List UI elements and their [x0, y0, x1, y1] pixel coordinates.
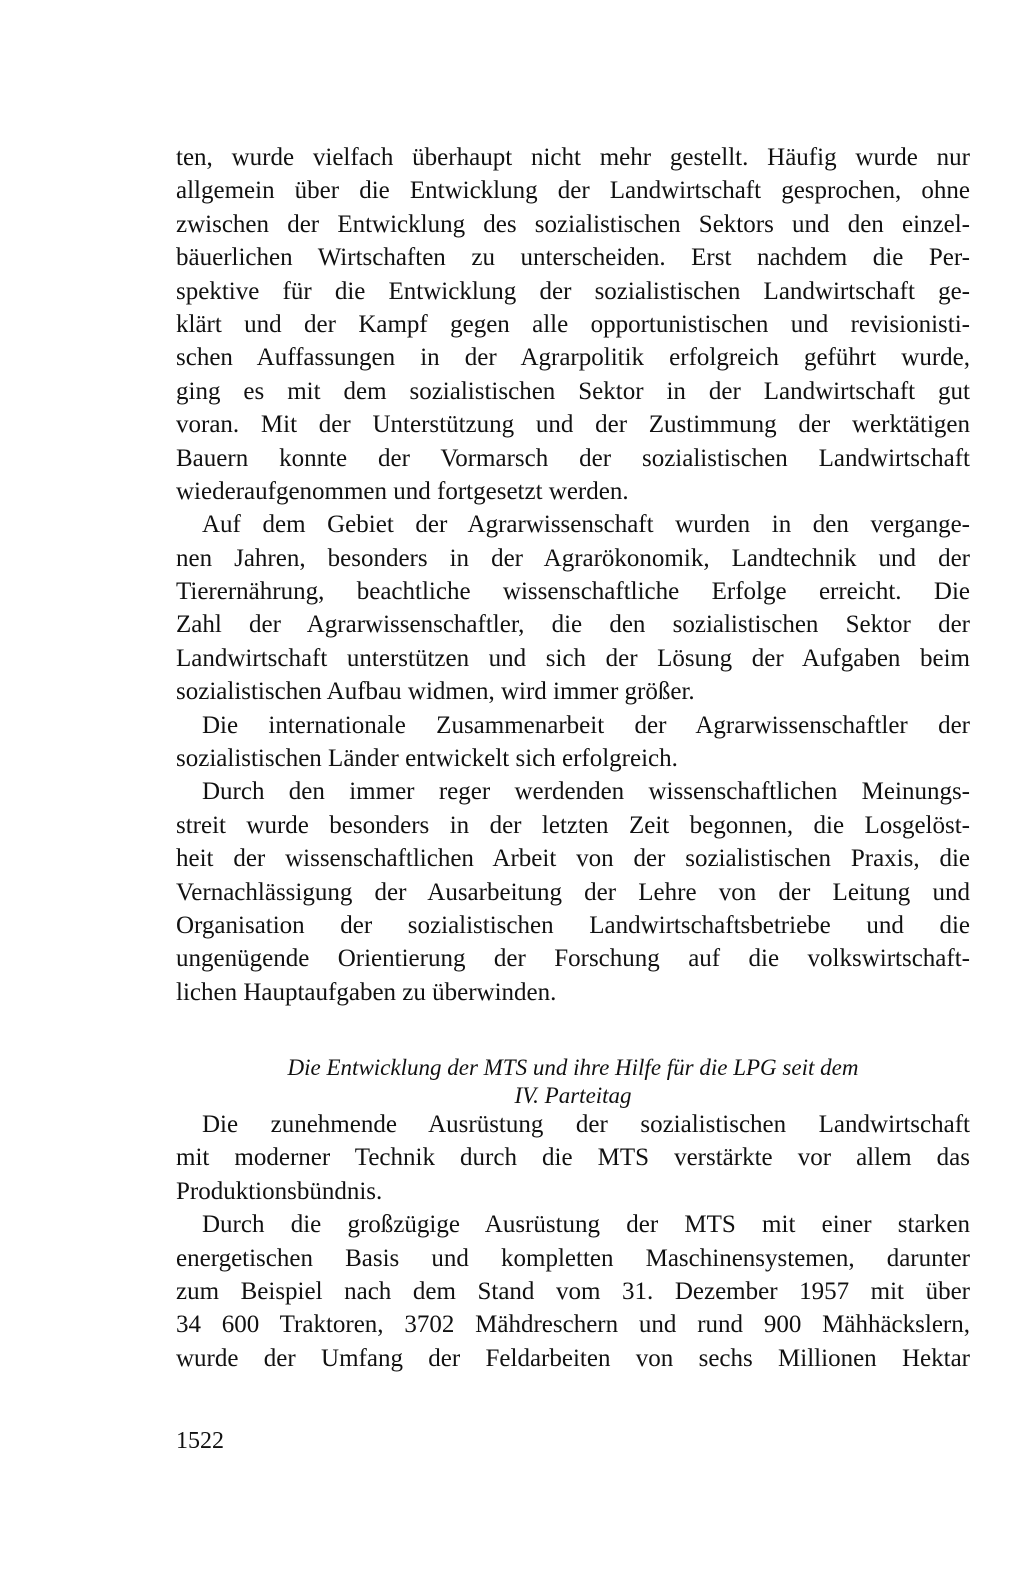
text-line: voran. Mit der Unterstützung und der Zustimmung der werktätigen — [176, 411, 970, 439]
text-line: streit wurde besonders in der letzten Zeit begonnen, die Losgelöst- — [176, 811, 970, 839]
text-line: spektive für die Entwicklung der sozialistischen Landwirtschaft ge- — [176, 277, 970, 305]
text-line: ten, wurde vielfach überhaupt nicht mehr gestellt. Häufig wurde nur — [176, 144, 970, 171]
text-line: allgemein über die Entwicklung der Landwirtschaft gesprochen, ohne — [176, 177, 970, 205]
text-line: Landwirtschaft unterstützen und sich der Lösung der Aufgaben beim — [176, 644, 970, 672]
text-line: zum Beispiel nach dem Stand vom 31. Dezember 1957 mit über — [176, 1277, 970, 1305]
body-text-block-1 — [176, 141, 970, 1009]
text-line: Tierernährung, beachtliche wissenschaftliche Erfolge erreicht. Die — [176, 578, 970, 606]
section-heading — [176, 1054, 970, 1110]
text-line: heit der wissenschaftlichen Arbeit von der sozialistischen Praxis, die — [176, 845, 970, 873]
text-line: 34 600 Traktoren, 3702 Mähdreschern und rund 900 Mähhäckslern, — [176, 1311, 970, 1339]
text-line: nen Jahren, besonders in der Agrarökonomik, Landtechnik und der — [176, 544, 970, 572]
text-line: Zahl der Agrarwissenschaftler, die den sozialistischen Sektor der — [176, 611, 970, 639]
text-line: bäuerlichen Wirtschaften zu unterscheiden. Erst nachdem die Per- — [176, 244, 970, 272]
text-line: Die internationale Zusammenarbeit der Agrarwissenschaftler der — [202, 711, 970, 739]
text-line: lichen Hauptaufgaben zu überwinden. — [176, 978, 557, 1006]
text-line: Auf dem Gebiet der Agrarwissenschaft wurden in den vergange- — [202, 511, 970, 539]
text-line: Durch den immer reger werdenden wissenschaftlichen Meinungs- — [202, 778, 970, 806]
text-line: ungenügende Orientierung der Forschung auf die volkswirtschaft- — [176, 945, 970, 973]
text-line: Vernachlässigung der Ausarbeitung der Lehre von der Leitung und — [176, 878, 970, 906]
text-line: wiederaufgenommen und fortgesetzt werden. — [176, 477, 629, 505]
page-number: 1522 — [176, 1428, 224, 1454]
text-line: wurde der Umfang der Feldarbeiten von sechs Millionen Hektar — [176, 1344, 970, 1372]
text-line: sozialistischen Länder entwickelt sich erfolgreich. — [176, 745, 678, 773]
text-line: mit moderner Technik durch die MTS verstärkte vor allem das — [176, 1144, 970, 1172]
section-heading-line-1: Die Entwicklung der MTS und ihre Hilfe für die LPG seit dem — [287, 1055, 859, 1080]
text-line: ging es mit dem sozialistischen Sektor in der Landwirtschaft gut — [176, 377, 970, 405]
section-heading-line-2: IV. Parteitag — [514, 1083, 632, 1108]
text-line: Organisation der sozialistischen Landwirtschaftsbetriebe und die — [176, 911, 970, 939]
text-line: sozialistischen Aufbau widmen, wird immer größer. — [176, 678, 695, 706]
text-line: energetischen Basis und kompletten Maschinensystemen, darunter — [176, 1244, 970, 1272]
text-line: Bauern konnte der Vormarsch der sozialistischen Landwirtschaft — [176, 444, 970, 472]
text-line: Die zunehmende Ausrüstung der sozialistischen Landwirtschaft — [202, 1111, 970, 1138]
text-line: Produktionsbündnis. — [176, 1177, 383, 1205]
body-text-block-2 — [176, 1108, 970, 1375]
text-line: schen Auffassungen in der Agrarpolitik erfolgreich geführt wurde, — [176, 344, 970, 372]
text-line: Durch die großzügige Ausrüstung der MTS mit einer starken — [202, 1211, 970, 1239]
text-line: zwischen der Entwicklung des sozialistischen Sektors und den einzel- — [176, 210, 970, 238]
text-line: klärt und der Kampf gegen alle opportunistischen und revisionisti- — [176, 310, 970, 338]
